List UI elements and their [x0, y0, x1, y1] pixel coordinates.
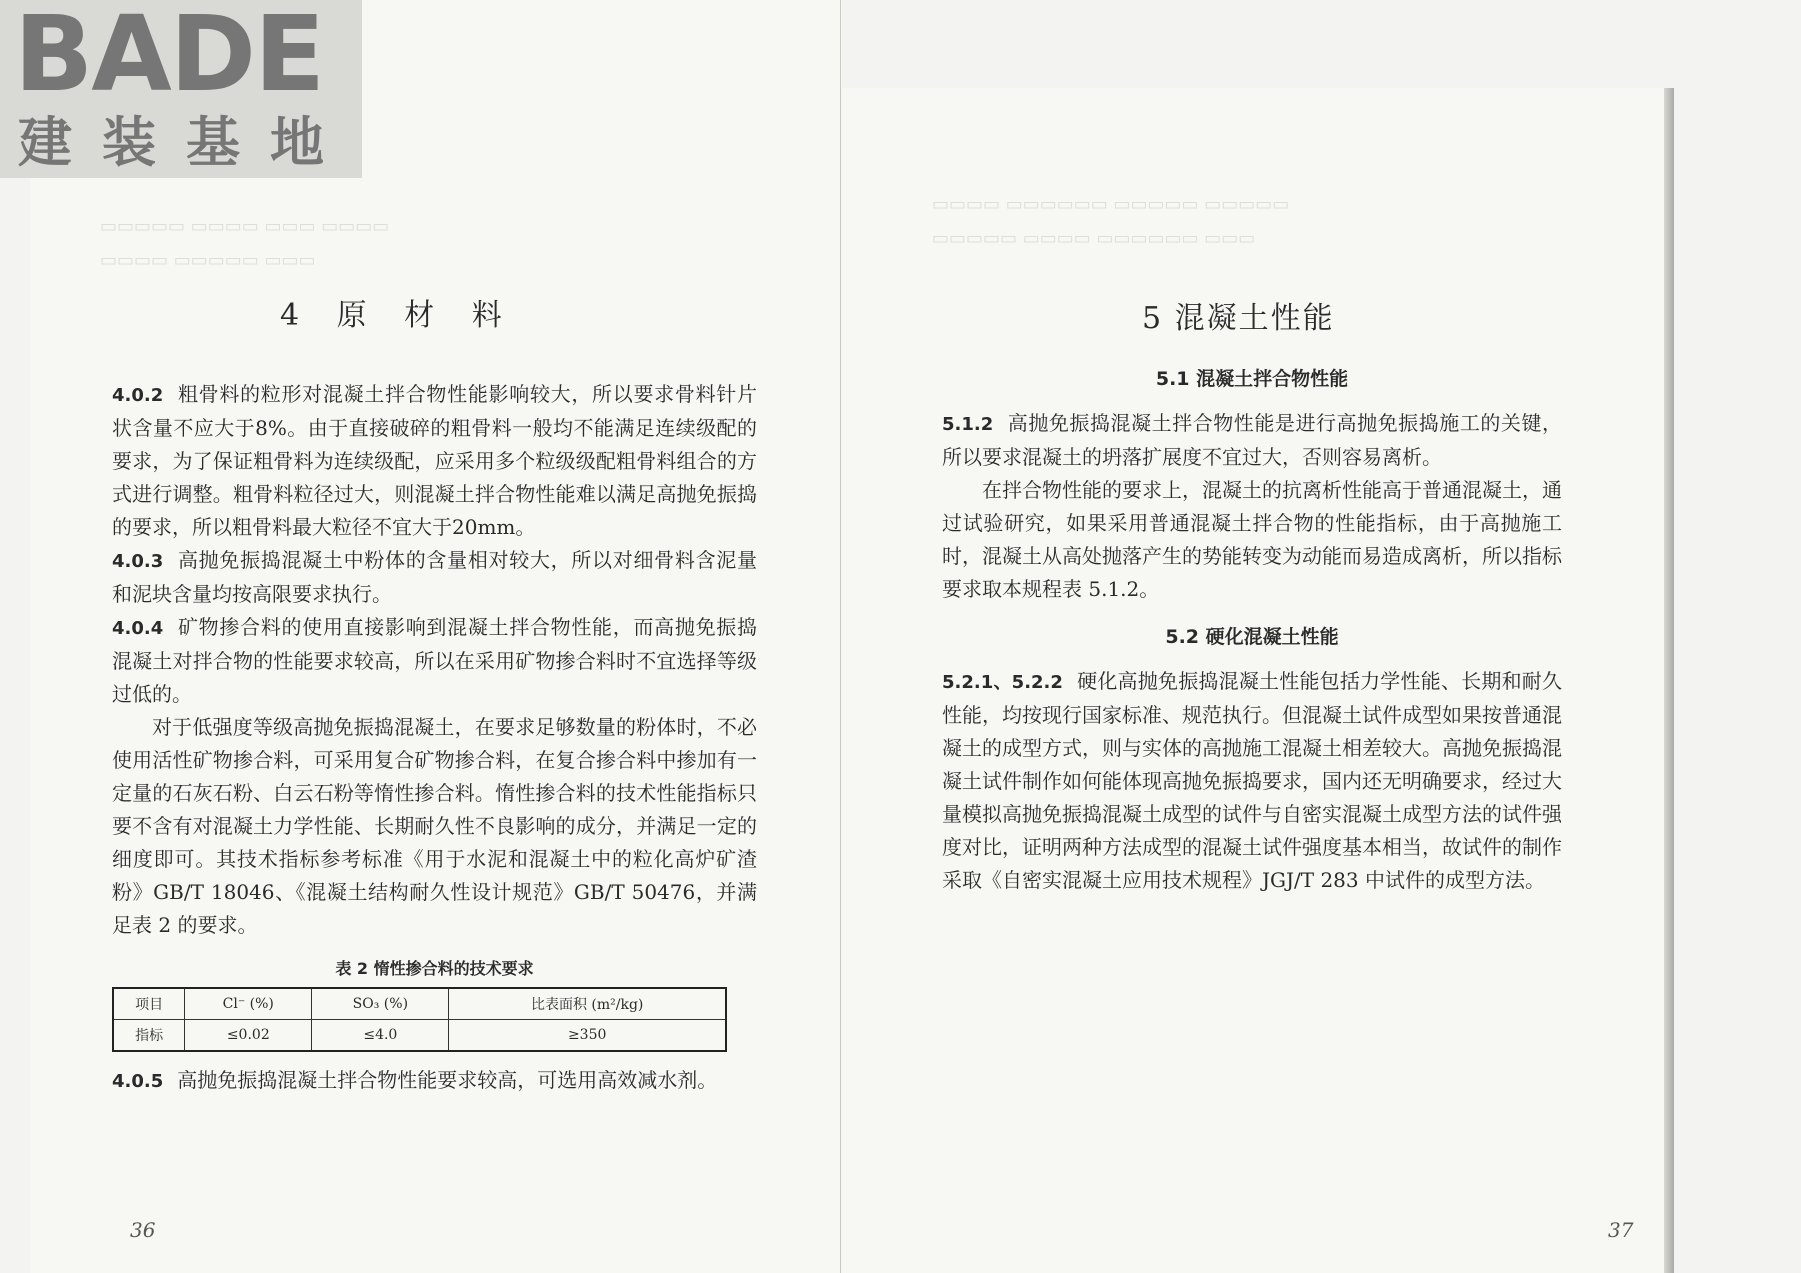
table-header-cell: Cl⁻ (%)	[185, 988, 312, 1020]
left-body	[112, 378, 757, 1098]
section-heading: 5.1 混凝土拌合物性能	[1155, 368, 1349, 390]
clause-text: 粗骨料的粒形对混凝土拌合物性能影响较大，所以要求骨料针片状含量不应大于8%。由于直接破碎的粗骨料一般均不能满足连续级配的要求，为了保证粗骨料为连续级配，应采用多个粒级级配粗骨料组合的方式进行调整。粗骨料粒径过大，则混凝土拌合物性能难以满足高抛免振捣的要求，所以粗骨料最大粒径不宜大于20mm。	[112, 382, 757, 539]
clause-number: 4.0.5	[112, 1071, 164, 1092]
clause-5-2-1-5-2-2	[942, 665, 1562, 897]
clause-number: 4.0.4	[112, 618, 164, 639]
table-caption: 表 2 惰性掺合料的技术要求	[335, 959, 534, 978]
chapter-title: 4 原 材 料	[280, 298, 516, 333]
clause-4-0-3	[112, 544, 757, 611]
clause-4-0-4	[112, 611, 757, 711]
clause-text: 高抛免振捣混凝土拌合物性能是进行高抛免振捣施工的关键，所以要求混凝土的坍落扩展度不宜过大，否则容易离析。	[942, 411, 1562, 469]
paragraph-4-0-4-continued: 对于低强度等级高抛免振捣混凝土，在要求足够数量的粉体时，不必使用活性矿物掺合料，可采用复合矿物掺合料，在复合掺合料中掺加有一定量的石灰石粉、白云石粉等惰性掺合料。惰性掺合料的技术性能指标只要不含有对混凝土力学性能、长期耐久性不良影响的成分，并满足一定的细度即可。其技术指标参考标准《用于水泥和混凝土中的粒化高炉矿渣粉》GB/T 18046、《混凝土结构耐久性设计规范》GB/T 50476，并满足表 2 的要求。	[112, 715, 757, 937]
right-body	[942, 364, 1562, 897]
spec-table	[112, 987, 727, 1052]
paragraph-5-1-2-continued: 在拌合物性能的要求上，混凝土的抗离析性能高于普通混凝土，通过试验研究，如果采用普通混凝土拌合物的性能指标，由于高抛施工时，混凝土从高处抛落产生的势能转变为动能而易造成离析，所以指标要求取本规程表 5.1.2。	[942, 478, 1562, 601]
bade-logo	[0, 0, 362, 178]
clause-number: 4.0.2	[112, 385, 164, 406]
clause-number: 5.2.1、5.2.2	[942, 672, 1063, 693]
table-header-row	[113, 988, 726, 1020]
left-page	[30, 0, 841, 1273]
page-number: 36	[130, 1218, 156, 1242]
show-through-text: ▭▭▭▭▭ ▭▭▭▭ ▭▭▭ ▭▭▭▭ ▭▭▭▭ ▭▭▭▭▭ ▭▭▭	[100, 216, 390, 271]
clause-text: 硬化高抛免振捣混凝土性能包括力学性能、长期和耐久性能，均按现行国家标准、规范执行。但混凝土试件成型如果按普通混凝土的成型方式，则与实体的高抛施工混凝土相差较大。高抛免振捣混凝土试件制作如何能体现高抛免振捣要求，国内还无明确要求，经过大量模拟高抛免振捣混凝土成型的试件与自密实混凝土成型方法的试件强度对比，证明两种方法成型的混凝土试件强度基本相当，故试件的制作采取《自密实混凝土应用技术规程》JGJ/T 283 中试件的成型方法。	[942, 669, 1562, 892]
clause-5-1-2	[942, 407, 1562, 474]
page-edge	[1664, 88, 1674, 1273]
logo-mark: BADE	[14, 0, 324, 115]
clause-text: 高抛免振捣混凝土中粉体的含量相对较大，所以对细骨料含泥量和泥块含量均按高限要求执行。	[112, 548, 757, 606]
right-page	[842, 88, 1664, 1273]
clause-4-0-5	[112, 1064, 757, 1098]
logo-subtitle: 建装基地	[18, 111, 354, 174]
clause-4-0-2	[112, 378, 757, 544]
table-cell: ≤0.02	[185, 1020, 312, 1052]
show-through-text: ▭▭▭▭ ▭▭▭▭▭▭ ▭▭▭▭▭ ▭▭▭▭▭ ▭▭▭▭▭ ▭▭▭▭ ▭▭▭▭▭▭ ▭▭▭	[932, 194, 1290, 249]
section-heading: 5.2 硬化混凝土性能	[1165, 626, 1339, 648]
clause-text: 矿物掺合料的使用直接影响到混凝土拌合物性能，而高抛免振捣混凝土对拌合物的性能要求较高，所以在采用矿物掺合料时不宜选择等级过低的。	[112, 615, 757, 706]
clause-number: 5.1.2	[942, 414, 994, 435]
table-header-cell: 项目	[113, 988, 185, 1020]
table-header-cell: SO₃ (%)	[312, 988, 449, 1020]
table-cell: 指标	[113, 1020, 185, 1052]
page-number: 37	[1608, 1218, 1634, 1242]
clause-text: 高抛免振捣混凝土拌合物性能要求较高，可选用高效减水剂。	[177, 1068, 718, 1092]
table-row	[113, 1020, 726, 1052]
table-cell: ≥350	[449, 1020, 726, 1052]
chapter-title: 5 混凝土性能	[1142, 301, 1335, 336]
table-cell: ≤4.0	[312, 1020, 449, 1052]
table-header-cell: 比表面积 (m²/kg)	[449, 988, 726, 1020]
clause-number: 4.0.3	[112, 551, 164, 572]
